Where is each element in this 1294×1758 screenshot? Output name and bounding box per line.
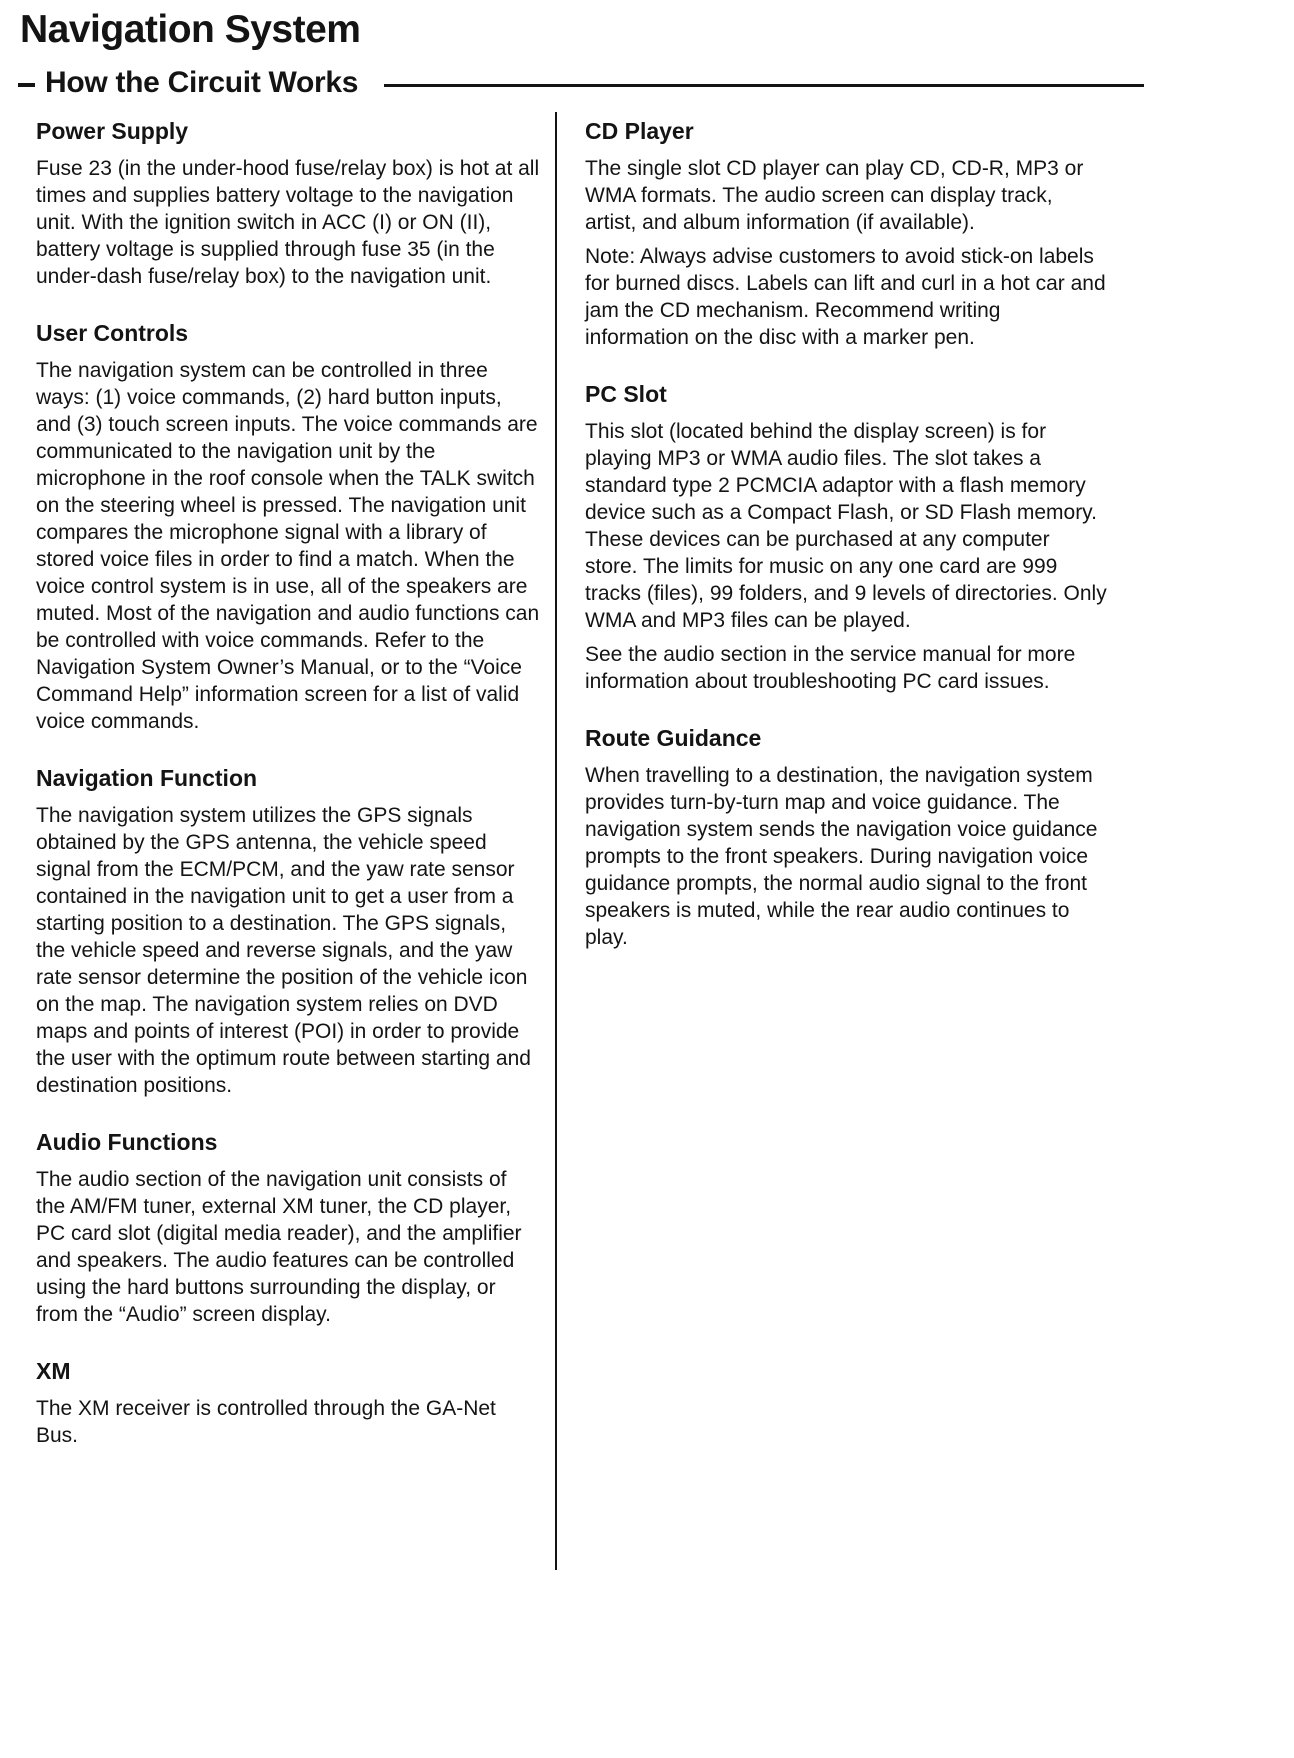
paragraph-user-controls-1: The navigation system can be controlled in three ways: (1) voice commands, (2) hard button inputs, and (3) touch screen inputs. The voice commands are communicated to the navigation unit by the microphone in the roof console when the TALK switch on the steering wheel is pressed. The navigation unit compares the microphone signal with a library of stored voice files in order to find a match. When the voice control system is in use, all of the speakers are muted. Most of the navigation and audio functions can be controlled with voice commands. Refer to the Navigation System Owner’s Manual, or to the “Voice Command Help” information screen for a list of valid voice commands.	[36, 359, 540, 733]
section-route-guidance	[585, 725, 1107, 951]
content-columns	[18, 112, 1276, 1570]
section-user-controls	[36, 320, 541, 735]
paragraph-route-guidance-1: When travelling to a destination, the navigation system provides turn-by-turn map and voice guidance. The navigation system sends the navigation voice guidance prompts to the front speakers. During navigation voice guidance prompts, the normal audio signal to the front speakers is muted, while the rear audio continues to play.	[585, 764, 1098, 949]
subtitle-row	[18, 66, 1276, 100]
section-heading-cd-player: CD Player	[585, 118, 694, 144]
paragraph-navigation-function-1: The navigation system utilizes the GPS signals obtained by the GPS antenna, the vehicle speed signal from the ECM/PCM, and the yaw rate sensor contained in the navigation unit to get a user from a starting position to a destination. The GPS signals, the vehicle speed and reverse signals, and the yaw rate sensor determine the position of the vehicle icon on the map. The navigation system relies on DVD maps and points of interest (POI) in order to provide the user with the optimum route between starting and destination positions.	[36, 804, 531, 1097]
section-subtitle: How the Circuit Works	[45, 66, 359, 99]
section-cd-player	[585, 118, 1107, 351]
paragraph-cd-player-1: The single slot CD player can play CD, CD-R, MP3 or WMA formats. The audio screen can display track, artist, and album information (if available).	[585, 157, 1084, 234]
subtitle-rule	[384, 84, 1144, 87]
section-xm	[36, 1358, 541, 1449]
left-column	[18, 112, 555, 1570]
right-column	[557, 112, 1117, 1570]
paragraph-cd-player-note: Note: Always advise customers to avoid stick-on labels for burned discs. Labels can lift and curl in a hot car and jam the CD mechanism. Recommend writing information on the disc with a marker pen.	[585, 245, 1106, 349]
section-pc-slot	[585, 381, 1107, 695]
paragraph-xm-1: The XM receiver is controlled through the GA-Net Bus.	[36, 1397, 496, 1447]
section-power-supply	[36, 118, 541, 290]
page-title: Navigation System	[20, 8, 361, 51]
section-heading-user-controls: User Controls	[36, 320, 189, 346]
section-heading-audio-functions: Audio Functions	[36, 1129, 218, 1155]
section-navigation-function	[36, 765, 541, 1099]
section-heading-navigation-function: Navigation Function	[36, 765, 258, 791]
section-heading-power-supply: Power Supply	[36, 118, 189, 144]
section-heading-xm: XM	[36, 1358, 71, 1384]
subtitle-dash	[18, 83, 35, 87]
section-heading-route-guidance: Route Guidance	[585, 725, 762, 751]
paragraph-audio-functions-1: The audio section of the navigation unit consists of the AM/FM tuner, external XM tuner, the CD player, PC card slot (digital media reader), and the amplifier and speakers. The audio features can be controlled using the hard buttons surrounding the display, or from the “Audio” screen display.	[36, 1168, 522, 1326]
paragraph-power-supply-1: Fuse 23 (in the under-hood fuse/relay box) is hot at all times and supplies battery voltage to the navigation unit. With the ignition switch in ACC (I) or ON (II), battery voltage is supplied through fuse 35 (in the under-dash fuse/relay box) to the navigation unit.	[36, 157, 540, 288]
paragraph-pc-slot-2: See the audio section in the service manual for more information about troubleshooting PC card issues.	[585, 643, 1076, 693]
paragraph-pc-slot-1: This slot (located behind the display screen) is for playing MP3 or WMA audio files. The slot takes a standard type 2 PCMCIA adaptor with a flash memory device such as a Compact Flash, or SD Flash memory. These devices can be purchased at any computer store. The limits for music on any one card are 999 tracks (files), 99 folders, and 9 levels of directories. Only WMA and MP3 files can be played.	[585, 420, 1107, 632]
section-audio-functions	[36, 1129, 541, 1328]
section-heading-pc-slot: PC Slot	[585, 381, 667, 407]
